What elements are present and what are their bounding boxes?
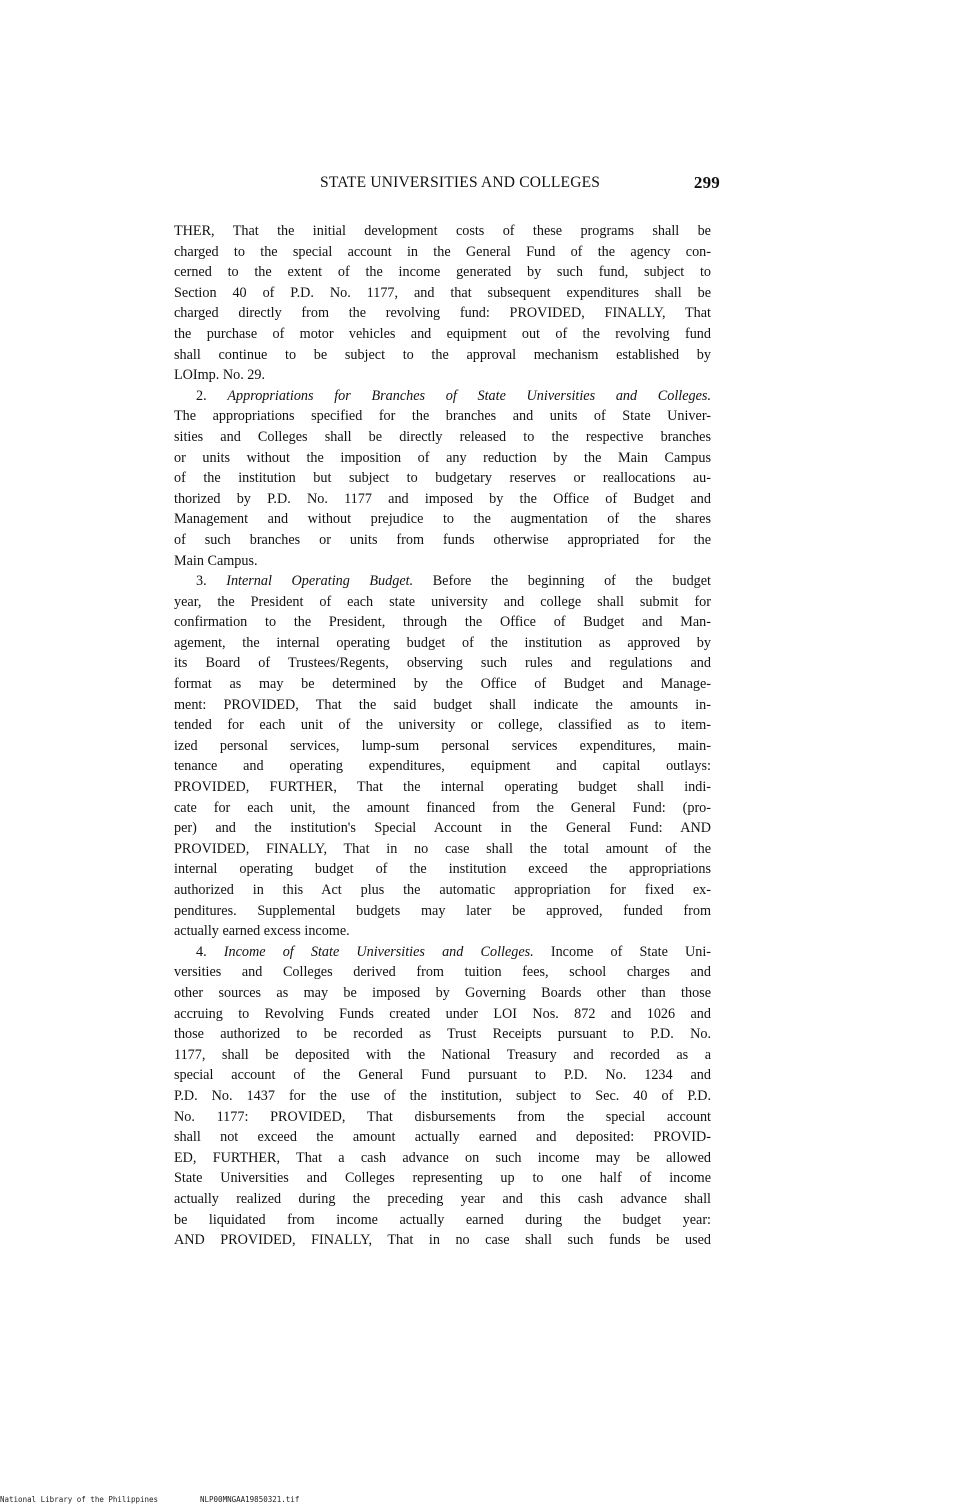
text-line: penditures. Supplemental budgets may later be approved, funded from: [174, 902, 711, 919]
text-line: PROVIDED, FURTHER, That the internal operating budget shall indi-: [174, 779, 711, 796]
text-line: AND PROVIDED, FINALLY, That in no case shall such funds be used: [174, 1232, 711, 1249]
library-name: National Library of the Philippines: [0, 1495, 159, 1504]
text-line: its Board of Trustees/Regents, observing such rules and regulations and: [174, 655, 711, 672]
text-line: cerned to the extent of the income generated by such fund, subject to: [174, 264, 711, 281]
text-line: actually realized during the preceding year and this cash advance shall: [174, 1190, 711, 1207]
page-number: 299: [693, 173, 720, 192]
text-line: sities and Colleges shall be directly released to the respective branches: [174, 428, 711, 445]
line-text: Before the beginning of the budget: [432, 573, 711, 590]
text-line: Management and without prejudice to the augmentation of the shares: [174, 511, 711, 528]
text-line: the purchase of motor vehicles and equipment out of the revolving fund: [174, 325, 711, 342]
text-line: tenance and operating expenditures, equipment and capital outlays:: [174, 758, 711, 775]
text-line: year, the President of each state university and college shall submit for: [174, 593, 711, 610]
section-number: 2.: [196, 387, 207, 404]
running-header: [320, 174, 720, 192]
text-line: agement, the internal operating budget of the institution as approved by: [174, 634, 711, 651]
scan-footer: [0, 1494, 979, 1508]
text-line: charged directly from the revolving fund: PROVIDED, FINALLY, That: [174, 305, 711, 322]
section-heading: Appropriations for Branches of State Universities and Colleges.: [227, 387, 711, 404]
text-line: [174, 571, 711, 592]
text-line: confirmation to the President, through the Office of Budget and Man-: [174, 614, 711, 631]
text-line: shall continue to be subject to the approval mechanism established by: [174, 346, 711, 363]
text-line: format as may be determined by the Office of Budget and Manage-: [174, 676, 711, 693]
section-heading: Internal Operating Budget.: [226, 573, 414, 590]
text-line: PROVIDED, FINALLY, That in no case shall the total amount of the: [174, 840, 711, 857]
text-line: charged to the special account in the General Fund of the agency con-: [174, 243, 711, 260]
text-line: or units without the imposition of any reduction by the Main Campus: [174, 449, 711, 466]
text-line: No. 1177: PROVIDED, That disbursements from the special account: [174, 1108, 711, 1125]
text-line: 1177, shall be deposited with the National Treasury and recorded as a: [174, 1046, 711, 1063]
text-line: P.D. No. 1437 for the use of the institution, subject to Sec. 40 of P.D.: [174, 1087, 711, 1104]
text-line: Main Campus.: [174, 552, 258, 569]
text-line: authorized in this Act plus the automatic appropriation for fixed ex-: [174, 882, 711, 898]
text-line: internal operating budget of the institution exceed the appropriations: [174, 861, 711, 878]
line-text: Income of State Uni-: [550, 943, 712, 960]
text-line: [174, 942, 711, 963]
text-line: special account of the General Fund pursuant to P.D. No. 1234 and: [174, 1067, 711, 1084]
text-line: other sources as may be imposed by Governing Boards other than those: [174, 984, 711, 1001]
text-line: ED, FURTHER, That a cash advance on such income may be allowed: [174, 1149, 711, 1166]
text-line: shall not exceed the amount actually earned and deposited: PROVID-: [174, 1129, 711, 1146]
running-header-title: STATE UNIVERSITIES AND COLLEGES: [320, 174, 601, 191]
text-line: THER, That the initial development costs of these programs shall be: [174, 223, 711, 239]
section-number: 3.: [196, 573, 207, 590]
text-line: tended for each unit of the university or college, classified as to item-: [174, 717, 711, 734]
text-line: LOImp. No. 29.: [174, 367, 266, 384]
text-line: of the institution but subject to budgetary reserves or reallocations au-: [174, 470, 711, 487]
text-line: cate for each unit, the amount financed from the General Fund: (pro-: [174, 799, 711, 816]
text-line: accruing to Revolving Funds created under LOI Nos. 872 and 1026 and: [174, 1005, 711, 1022]
text-line: Section 40 of P.D. No. 1177, and that subsequent expenditures shall be: [174, 284, 711, 301]
text-line: The appropriations specified for the branches and units of State Univer-: [174, 408, 711, 425]
text-line: those authorized to be recorded as Trust Receipts pursuant to P.D. No.: [174, 1026, 711, 1043]
text-line: per) and the institution's Special Account in the General Fund: AND: [174, 820, 711, 837]
text-line: ment: PROVIDED, That the said budget shall indicate the amounts in-: [174, 696, 711, 713]
section-heading: Income of State Universities and Colleges.: [223, 943, 534, 960]
scan-filename: NLP00MNGAA19850321.tif: [200, 1495, 300, 1504]
text-line: State Universities and Colleges representing up to one half of income: [174, 1170, 711, 1187]
text-line: [174, 386, 711, 407]
section-number: 4.: [196, 943, 207, 960]
text-line: ized personal services, lump-sum personal services expenditures, main-: [174, 737, 711, 754]
text-line: versities and Colleges derived from tuition fees, school charges and: [174, 964, 711, 981]
text-line: of such branches or units from funds otherwise appropriated for the: [174, 531, 711, 548]
text-line: thorized by P.D. No. 1177 and imposed by the Office of Budget and: [174, 490, 711, 507]
text-line: be liquidated from income actually earned during the budget year:: [174, 1211, 711, 1228]
text-line: actually earned excess income.: [174, 923, 350, 940]
body-text: [174, 221, 711, 1251]
